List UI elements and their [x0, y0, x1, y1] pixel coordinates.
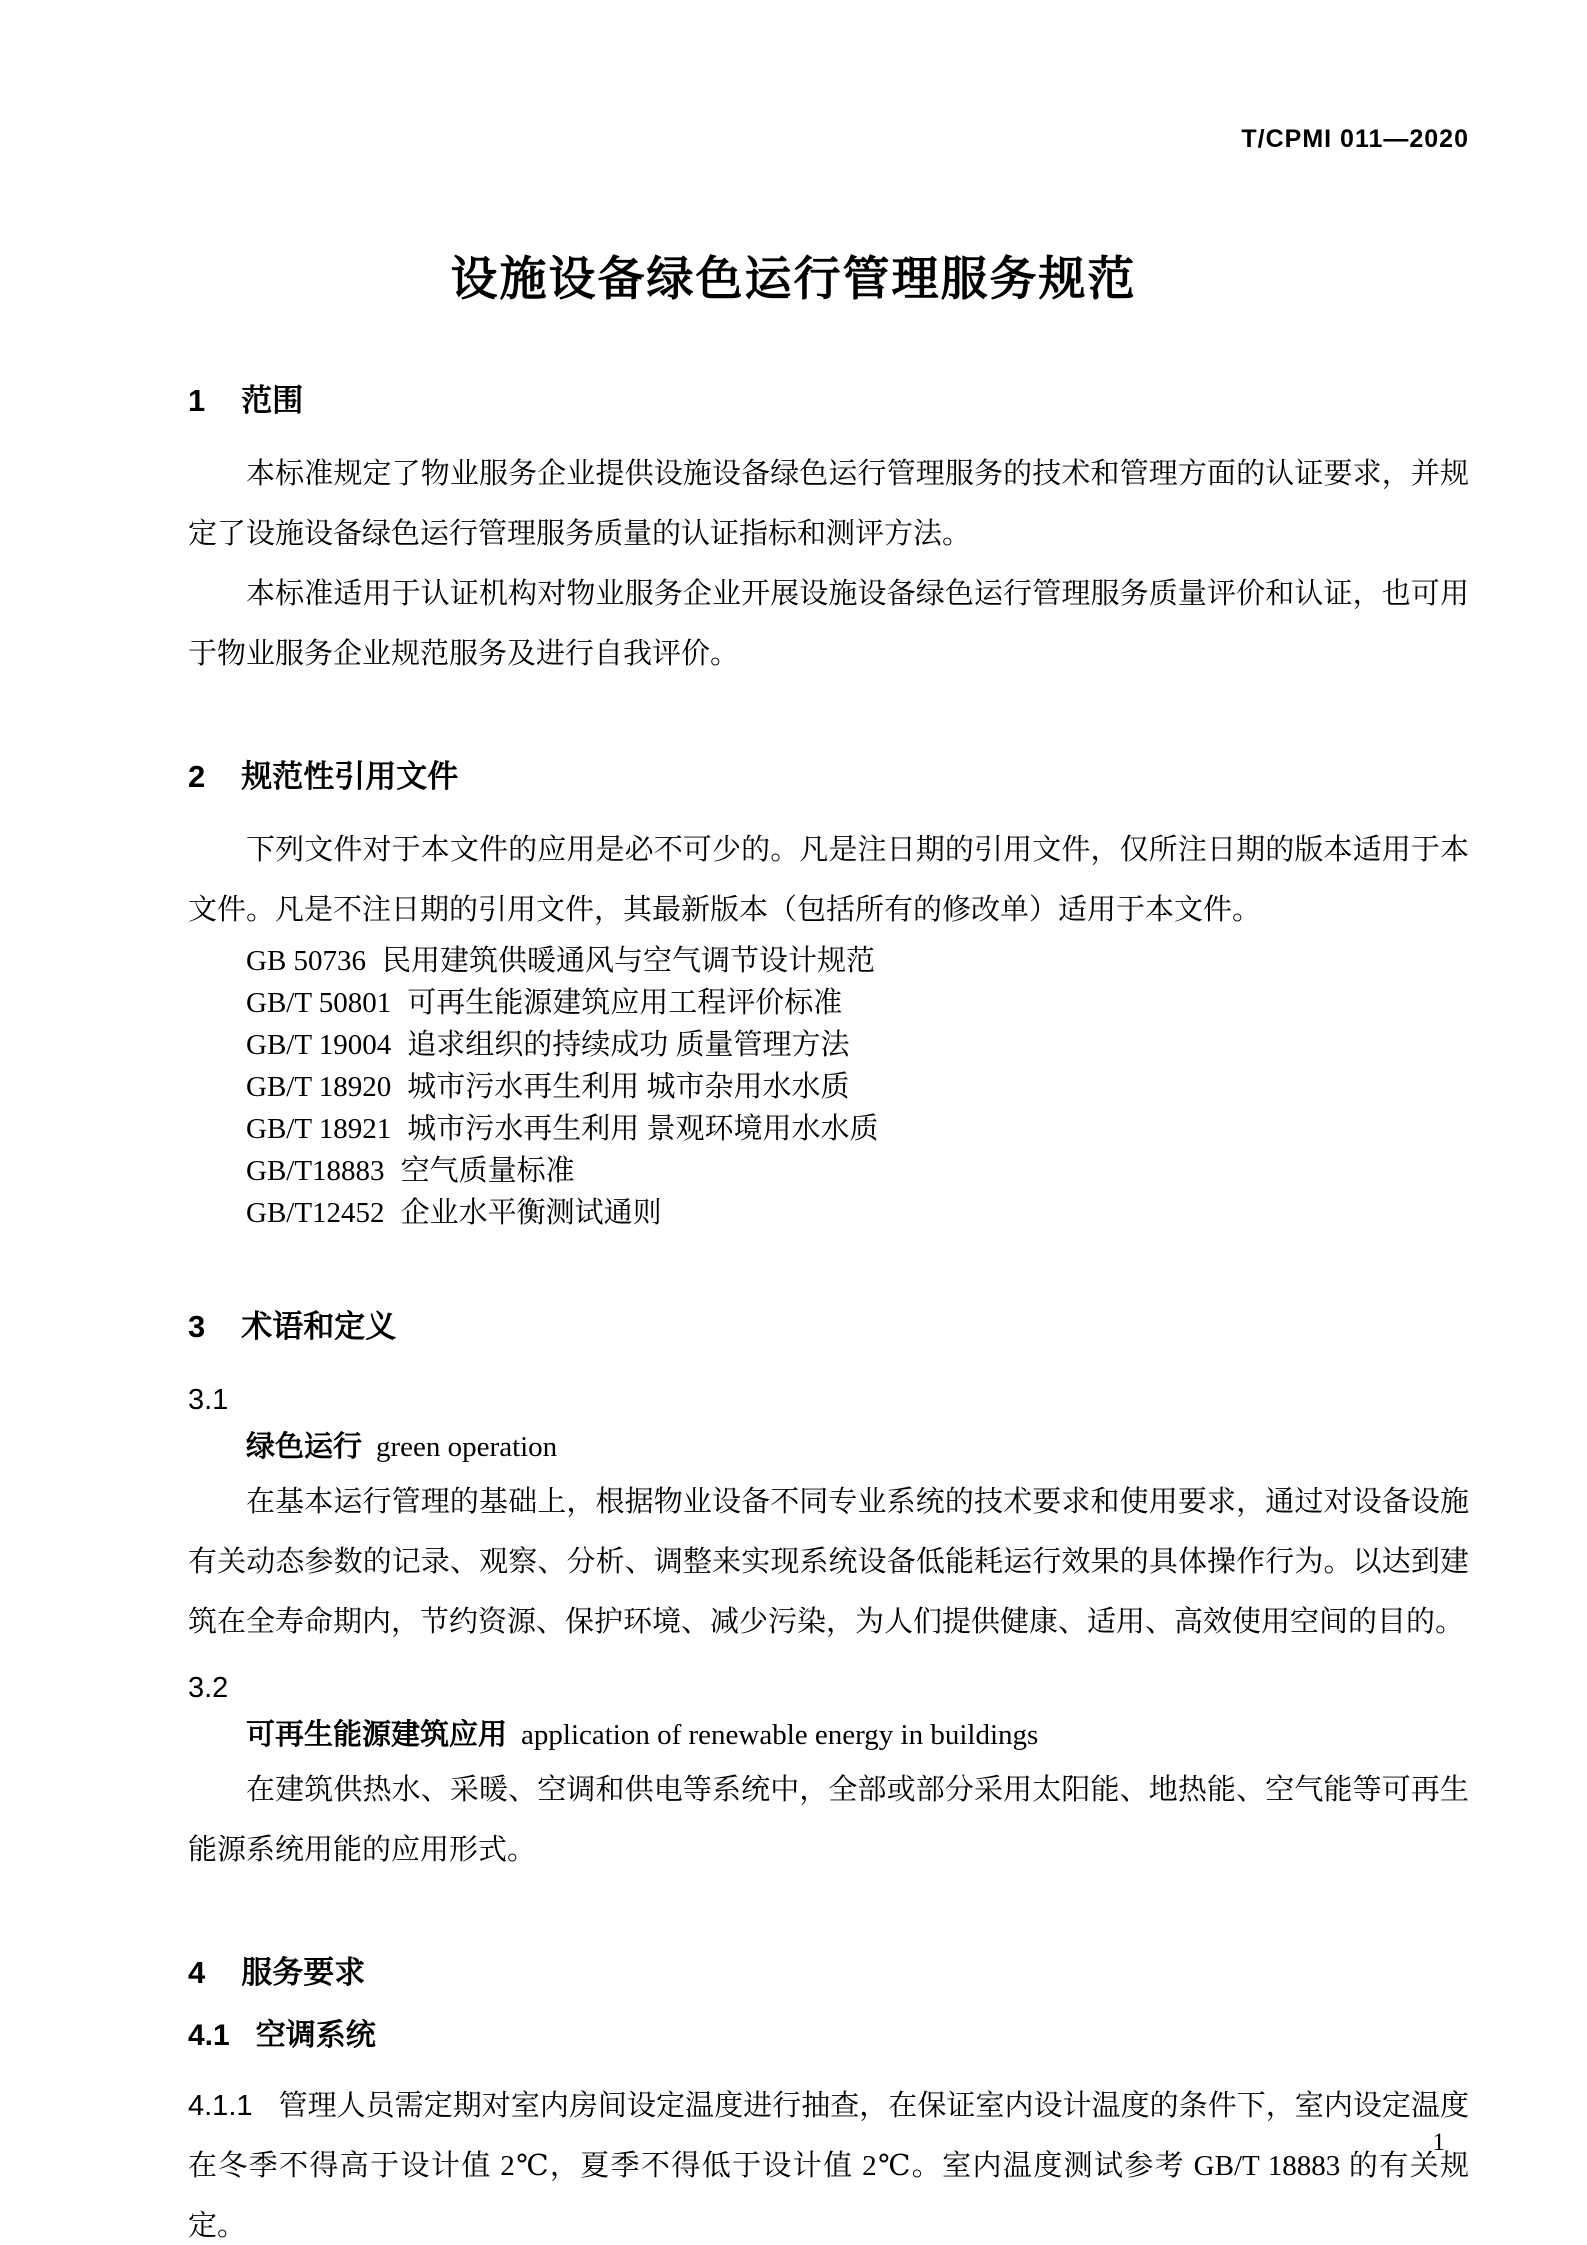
reference-title: 企业水平衡测试通则	[400, 1197, 662, 1229]
reference-title: 追求组织的持续成功 质量管理方法	[407, 1029, 850, 1061]
subsection-title: 空调系统	[255, 2019, 376, 2052]
reference-code: GB/T 18921	[246, 1113, 392, 1145]
term-name-zh: 可再生能源建筑应用	[246, 1719, 508, 1751]
reference-item	[246, 1024, 1469, 1066]
reference-title: 空气质量标准	[400, 1155, 575, 1187]
term-number: 3.2	[188, 1672, 229, 1704]
reference-code: GB/T 50801	[246, 987, 392, 1019]
reference-code: GB/T 18920	[246, 1071, 392, 1103]
clause-text: 管理人员需定期对室内房间设定温度进行抽查，在保证室内设计温度的条件下，室内设定温度在冬季不得高于设计值 2℃，夏季不得低于设计值 2℃。室内温度测试参考 GB/T 18883 的有关规定。	[188, 2090, 1469, 2242]
term-name	[188, 1426, 1469, 1468]
section-number: 4	[188, 1955, 206, 1990]
term-definition: 在基本运行管理的基础上，根据物业设备不同专业系统的技术要求和使用要求，通过对设备设施有关动态参数的记录、观察、分析、调整来实现系统设备低能耗运行效果的具体操作行为。以达到建筑在全寿命期内，节约资源、保护环境、减少污染，为人们提供健康、适用、高效使用空间的目的。	[188, 1486, 1469, 1638]
section-title: 规范性引用文件	[241, 759, 459, 794]
section-number: 2	[188, 759, 206, 794]
reference-code: GB/T18883	[246, 1155, 385, 1187]
term-name-en: green operation	[376, 1431, 558, 1463]
reference-item	[246, 940, 1469, 982]
paragraph: 本标准适用于认证机构对物业服务企业开展设施设备绿色运行管理服务质量评价和认证，也可用于物业服务企业规范服务及进行自我评价。	[188, 578, 1469, 670]
references-list	[188, 940, 1469, 1234]
section-heading-normative-references	[188, 756, 1469, 798]
reference-item	[246, 982, 1469, 1024]
reference-item	[246, 1108, 1469, 1150]
paragraph: 下列文件对于本文件的应用是必不可少的。凡是注日期的引用文件，仅所注日期的版本适用于本文件。凡是不注日期的引用文件，其最新版本（包括所有的修改单）适用于本文件。	[188, 834, 1469, 926]
reference-code: GB/T12452	[246, 1197, 385, 1229]
reference-title: 可再生能源建筑应用工程评价标准	[407, 987, 843, 1019]
section-heading-scope	[188, 380, 1469, 422]
section-title: 范围	[241, 383, 304, 418]
reference-title: 民用建筑供暖通风与空气调节设计规范	[382, 945, 876, 977]
reference-item	[246, 1150, 1469, 1192]
reference-item	[246, 1192, 1469, 1234]
term-definition: 在建筑供热水、采暖、空调和供电等系统中，全部或部分采用太阳能、地热能、空气能等可再生能源系统用能的应用形式。	[188, 1774, 1469, 1866]
clause-number: 4.1.1	[188, 2090, 253, 2122]
page-title: 设施设备绿色运行管理服务规范	[450, 252, 1137, 305]
section-heading-service-requirements	[188, 1952, 1469, 1994]
reference-title: 城市污水再生利用 景观环境用水水质	[407, 1113, 879, 1145]
reference-code: GB 50736	[246, 945, 367, 977]
term-name	[188, 1714, 1469, 1756]
term-name-zh: 绿色运行	[246, 1431, 363, 1463]
section-heading-terms	[188, 1306, 1469, 1348]
reference-code: GB/T 19004	[246, 1029, 392, 1061]
reference-title: 城市污水再生利用 城市杂用水水质	[407, 1071, 850, 1103]
doc-number: T/CPMI 011—2020	[1241, 125, 1469, 153]
subsection-number: 4.1	[188, 2019, 230, 2052]
page-number: 1	[1432, 2129, 1445, 2156]
term-name-en: application of renewable energy in buildings	[521, 1719, 1039, 1751]
reference-item	[246, 1066, 1469, 1108]
clause	[188, 2076, 1469, 2245]
section-number: 3	[188, 1309, 206, 1344]
term-number: 3.1	[188, 1384, 229, 1416]
paragraph: 本标准规定了物业服务企业提供设施设备绿色运行管理服务的技术和管理方面的认证要求，并规定了设施设备绿色运行管理服务质量的认证指标和测评方法。	[188, 458, 1469, 550]
section-title: 服务要求	[241, 1955, 366, 1990]
subsection-heading-hvac	[188, 2016, 1469, 2056]
section-title: 术语和定义	[241, 1309, 397, 1344]
section-number: 1	[188, 383, 206, 418]
